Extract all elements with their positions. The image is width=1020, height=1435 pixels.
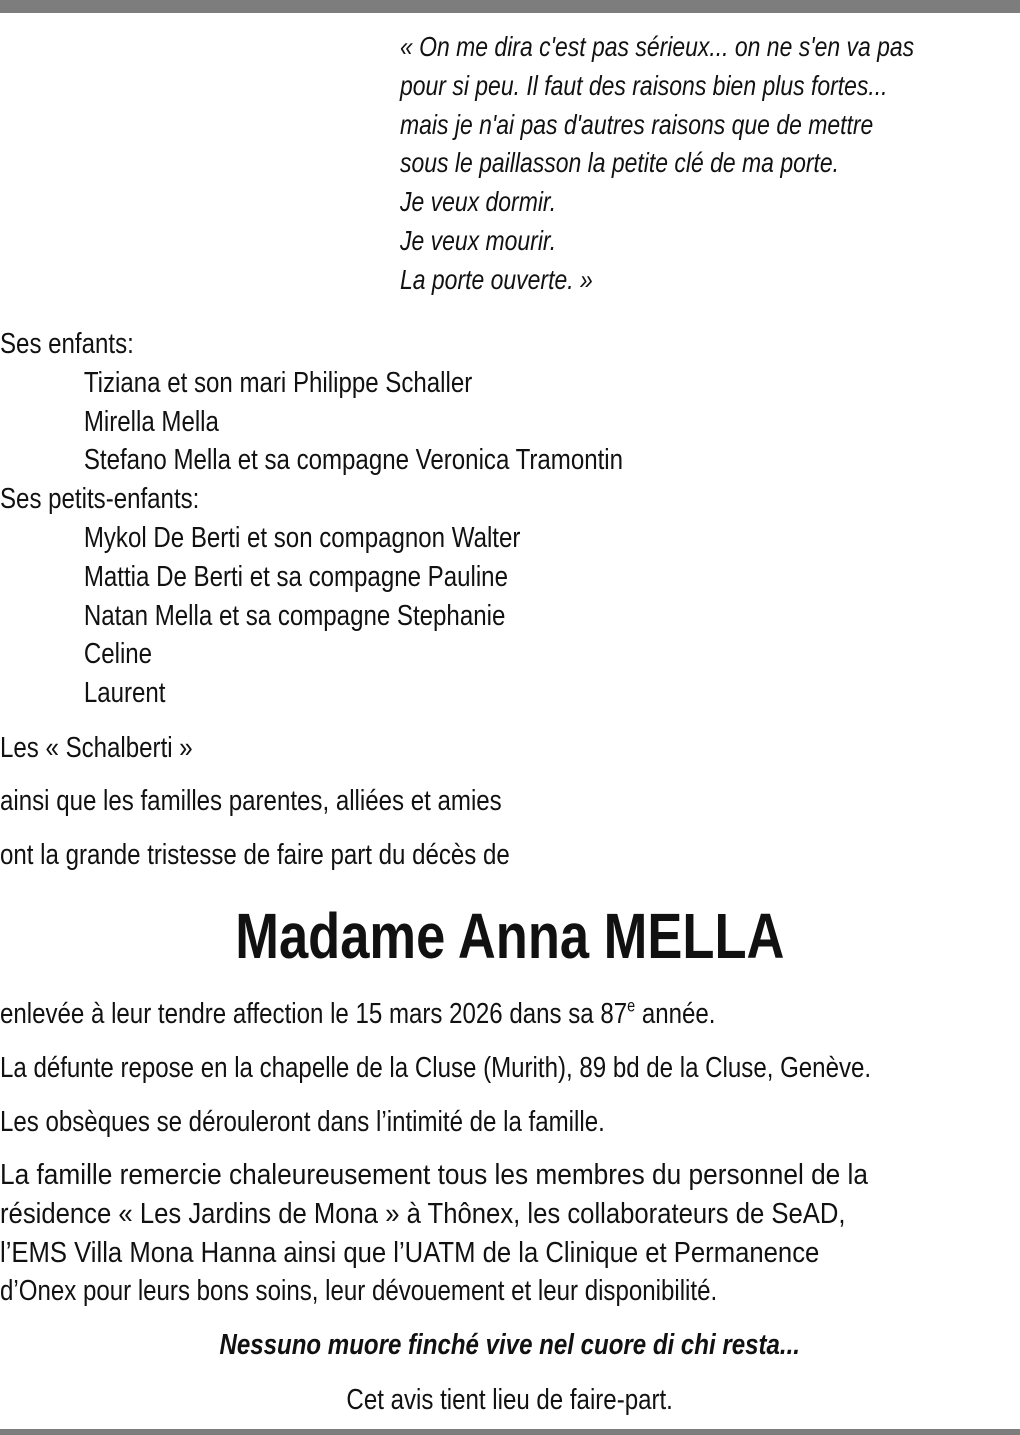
deceased-name-text: Madame Anna MELLA — [235, 900, 785, 972]
child-name: Stefano Mella et sa compagne Veronica Tramontin — [83, 444, 624, 477]
family-list — [0, 325, 751, 713]
passing-text: enlevée à leur tendre affection le 15 mars 2026 dans sa 87 — [0, 998, 628, 1030]
thanks-line: résidence « Les Jardins de Mona » à Thônex, les collaborateurs de SeAD, — [0, 1197, 846, 1230]
grandchildren-heading: Ses petits-enfants: — [0, 483, 200, 516]
child-name: Mirella Mella — [83, 405, 219, 438]
poem-line: Je veux dormir. — [400, 186, 557, 218]
top-border — [0, 0, 1020, 13]
repose-line: La défunte repose en la chapelle de la Cluse (Murith), 89 bd de la Cluse, Genève. — [0, 1052, 872, 1084]
poem-line: mais je n'ai pas d'autres raisons que de mettre — [400, 108, 874, 140]
bottom-border — [0, 1429, 1020, 1435]
notice-text: Cet avis tient lieu de faire-part. — [346, 1384, 674, 1416]
grandchild-name: Natan Mella et sa compagne Stephanie — [83, 599, 506, 632]
child-name: Tiziana et son mari Philippe Schaller — [83, 366, 473, 399]
grandchild-name: Laurent — [83, 677, 166, 710]
deceased-name — [0, 896, 1020, 976]
families-line: ainsi que les familles parentes, alliées et amies — [0, 785, 502, 817]
thanks-line: d’Onex pour leurs bons soins, leur dévouement et leur disponibilité. — [0, 1275, 718, 1308]
motto-text: Nessuno muore finché vive nel cuore di chi resta... — [219, 1329, 801, 1361]
thanks-paragraph — [0, 1156, 1020, 1311]
notice — [0, 1381, 1020, 1419]
passing-text-end: année. — [635, 998, 716, 1030]
poem-line: « On me dira c'est pas sérieux... on ne s'en va pas — [400, 31, 915, 62]
poem-line: La porte ouverte. » — [400, 263, 593, 295]
grandchild-name: Mykol De Berti et son compagnon Walter — [83, 521, 521, 554]
poem-line: Je veux mourir. — [400, 224, 557, 256]
grandchild-name: Celine — [83, 638, 153, 671]
children-heading: Ses enfants: — [0, 328, 134, 360]
funeral-line: Les obsèques se dérouleront dans l’intimité de la famille. — [0, 1106, 605, 1138]
announcement-line: ont la grande tristesse de faire part du décès de — [0, 839, 510, 871]
thanks-line: La famille remercie chaleureusement tous les membres du personnel de la — [0, 1159, 868, 1191]
grandchild-name: Mattia De Berti et sa compagne Pauline — [83, 560, 508, 593]
poem-line: sous le paillasson la petite clé de ma porte. — [400, 147, 840, 179]
passing-line — [0, 995, 715, 1033]
motto — [0, 1326, 1020, 1364]
others-line: Les « Schalberti » — [0, 732, 193, 764]
poem-quote — [400, 28, 1020, 300]
ordinal-suffix: e — [627, 995, 636, 1016]
thanks-line: l’EMS Villa Mona Hanna ainsi que l’UATM de la Clinique et Permanence — [0, 1236, 820, 1269]
poem-line: pour si peu. Il faut des raisons bien plus fortes... — [400, 69, 888, 101]
